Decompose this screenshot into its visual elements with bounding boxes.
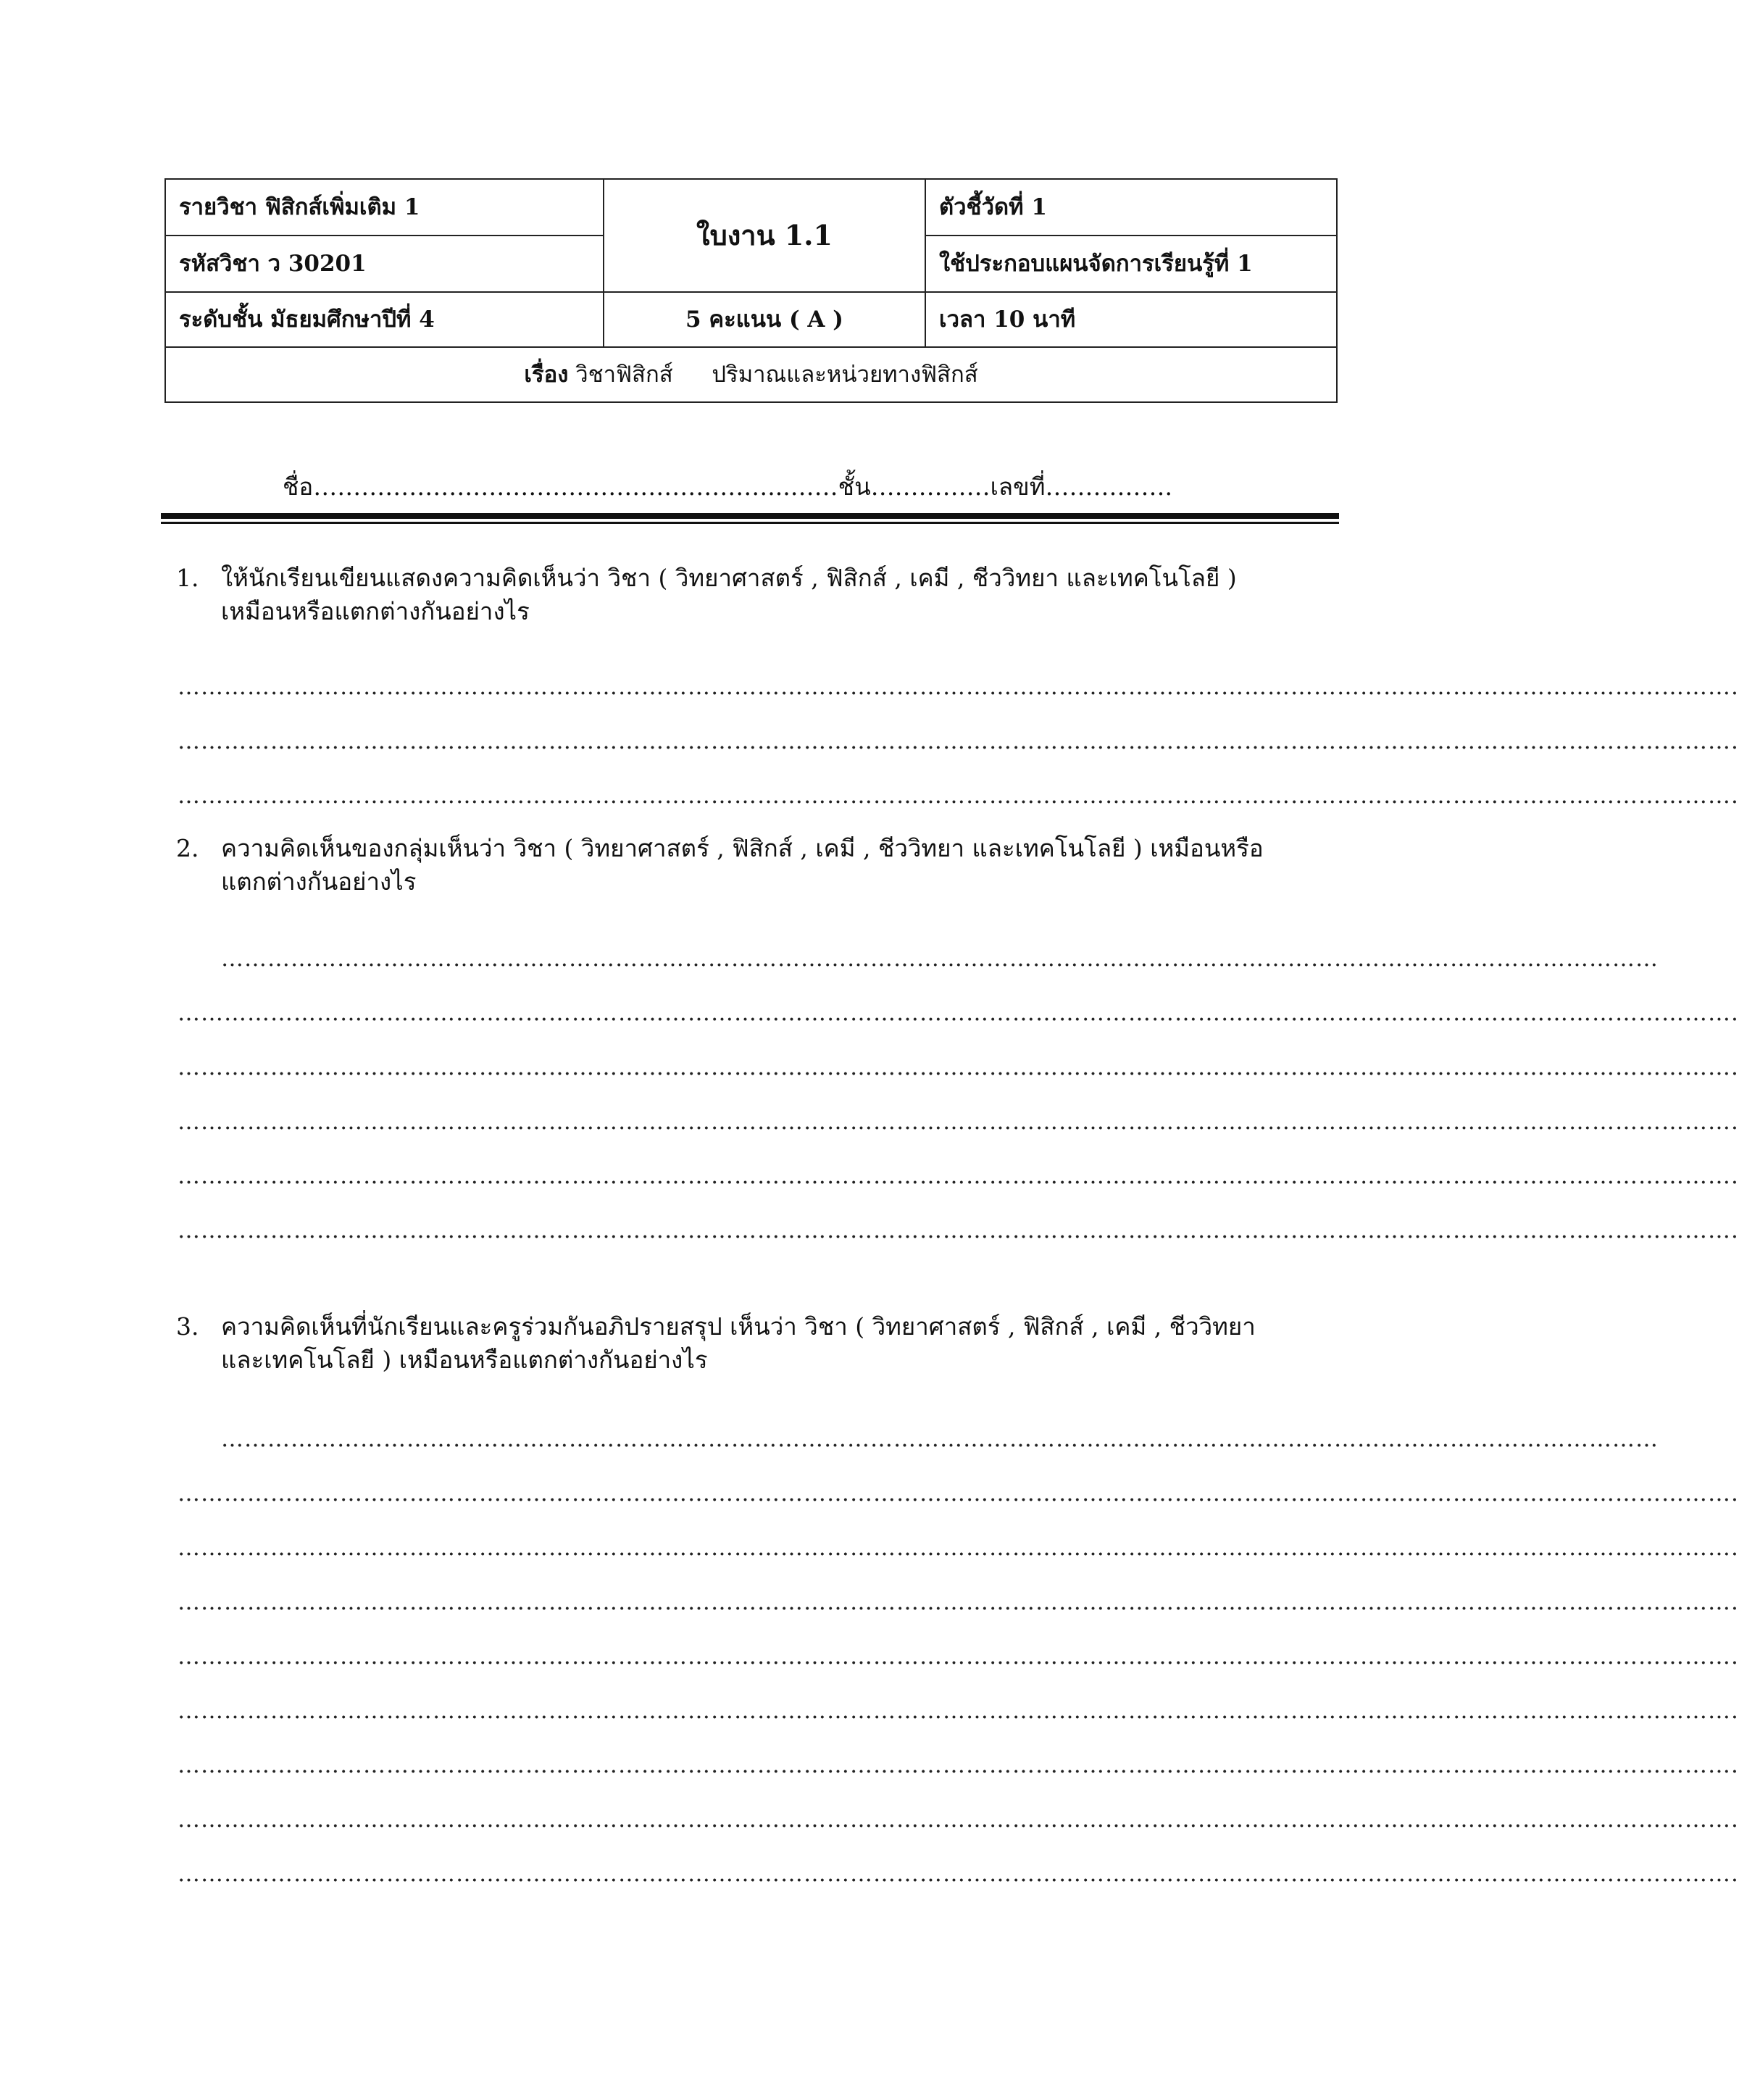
answer-line[interactable]: …………………………………………………………………………………………………………………………………………………………………………………. (178, 728, 1739, 754)
answer-line[interactable]: …………………………………………………………………………………………………………………………………………………………………………………. (178, 1217, 1739, 1243)
question-1 (176, 562, 1343, 628)
question-number: 2. (176, 834, 199, 862)
answer-line[interactable]: …………………………………………………………………………………………………………………………………………………………………………………. (178, 1163, 1739, 1189)
divider-thick (161, 513, 1339, 519)
question-text-line: แตกต่างกันอย่างไร (221, 867, 417, 896)
question-3 (176, 1310, 1343, 1377)
question-number: 3. (176, 1312, 199, 1341)
question-text-line: ความคิดเห็นของกลุ่มเห็นว่า วิชา ( วิทยาศาสตร์ , ฟิสิกส์ , เคมี , ชีววิทยา และเทคโนโลยี ) เหมือนหรือ (221, 834, 1264, 862)
topic-cell (165, 347, 1337, 402)
score-cell: 5 คะแนน ( A ) (604, 292, 925, 347)
subject-cell: รายวิชา ฟิสิกส์เพิ่มเติม 1 (165, 179, 604, 236)
question-number: 1. (176, 564, 199, 592)
question-text-line: เหมือนหรือแตกต่างกันอย่างไร (221, 597, 530, 626)
answer-line[interactable]: …………………………………………………………………………………………………………………………………………………………………………………. (178, 1480, 1739, 1507)
answer-line[interactable]: …………………………………………………………………………………………………………………………………………………………………… (221, 946, 1659, 972)
answer-line[interactable]: …………………………………………………………………………………………………………………………………………………………………………………. (178, 1861, 1739, 1887)
answer-line[interactable]: …………………………………………………………………………………………………………………………………………………………………………………. (178, 1109, 1739, 1135)
answer-line[interactable]: …………………………………………………………………………………………………………………………………………………………………………………. (178, 1752, 1739, 1778)
answer-line[interactable]: …………………………………………………………………………………………………………………………………………………………………………………. (178, 1535, 1739, 1561)
time-cell: เวลา 10 นาที (925, 292, 1337, 347)
answer-line[interactable]: …………………………………………………………………………………………………………………………………………………………………………………. (178, 1698, 1739, 1724)
answer-line[interactable]: …………………………………………………………………………………………………………………………………………………………………………………. (178, 1643, 1739, 1670)
learning-plan-cell: ใช้ประกอบแผนจัดการเรียนรู้ที่ 1 (925, 236, 1337, 292)
topic-subject: วิชาฟิสิกส์ (575, 361, 673, 388)
question-text-line: ให้นักเรียนเขียนแสดงความคิดเห็นว่า วิชา ( วิทยาศาสตร์ , ฟิสิกส์ , เคมี , ชีววิทยา และเทคโนโลยี ) (221, 564, 1237, 592)
answer-line[interactable]: …………………………………………………………………………………………………………………………………………………………………………………. (178, 1589, 1739, 1615)
question-2 (176, 832, 1343, 899)
sheet-title: ใบงาน 1.1 (604, 179, 925, 292)
indicator-cell: ตัวชี้วัดที่ 1 (925, 179, 1337, 236)
student-info-line[interactable]: ชื่อ…………………………………………………...……ชั้น……………เลขที่……………. (283, 472, 1172, 501)
topic-subtitle: ปริมาณและหน่วยทางฟิสิกส์ (712, 361, 978, 388)
answer-line[interactable]: …………………………………………………………………………………………………………………………………………………………………………………. (178, 674, 1739, 700)
answer-line[interactable]: …………………………………………………………………………………………………………………………………………………………………… (221, 1426, 1659, 1452)
answer-line[interactable]: …………………………………………………………………………………………………………………………………………………………………………………. (178, 1807, 1739, 1833)
question-text-line: และเทคโนโลยี ) เหมือนหรือแตกต่างกันอย่างไร (221, 1346, 708, 1375)
grade-level-cell: ระดับชั้น มัธยมศึกษาปีที่ 4 (165, 292, 604, 347)
course-code-cell: รหัสวิชา ว 30201 (165, 236, 604, 292)
answer-line[interactable]: …………………………………………………………………………………………………………………………………………………………………………………. (178, 1000, 1739, 1026)
answer-line[interactable]: …………………………………………………………………………………………………………………………………………………………………………………. (178, 783, 1739, 809)
header-table (164, 178, 1338, 403)
topic-label: เรื่อง (524, 361, 569, 388)
question-text-line: ความคิดเห็นที่นักเรียนและครูร่วมกันอภิปรายสรุป เห็นว่า วิชา ( วิทยาศาสตร์ , ฟิสิกส์ , เคมี , ชีววิทยา (221, 1312, 1256, 1341)
answer-line[interactable]: …………………………………………………………………………………………………………………………………………………………………………………. (178, 1054, 1739, 1080)
divider-thin (161, 522, 1339, 524)
